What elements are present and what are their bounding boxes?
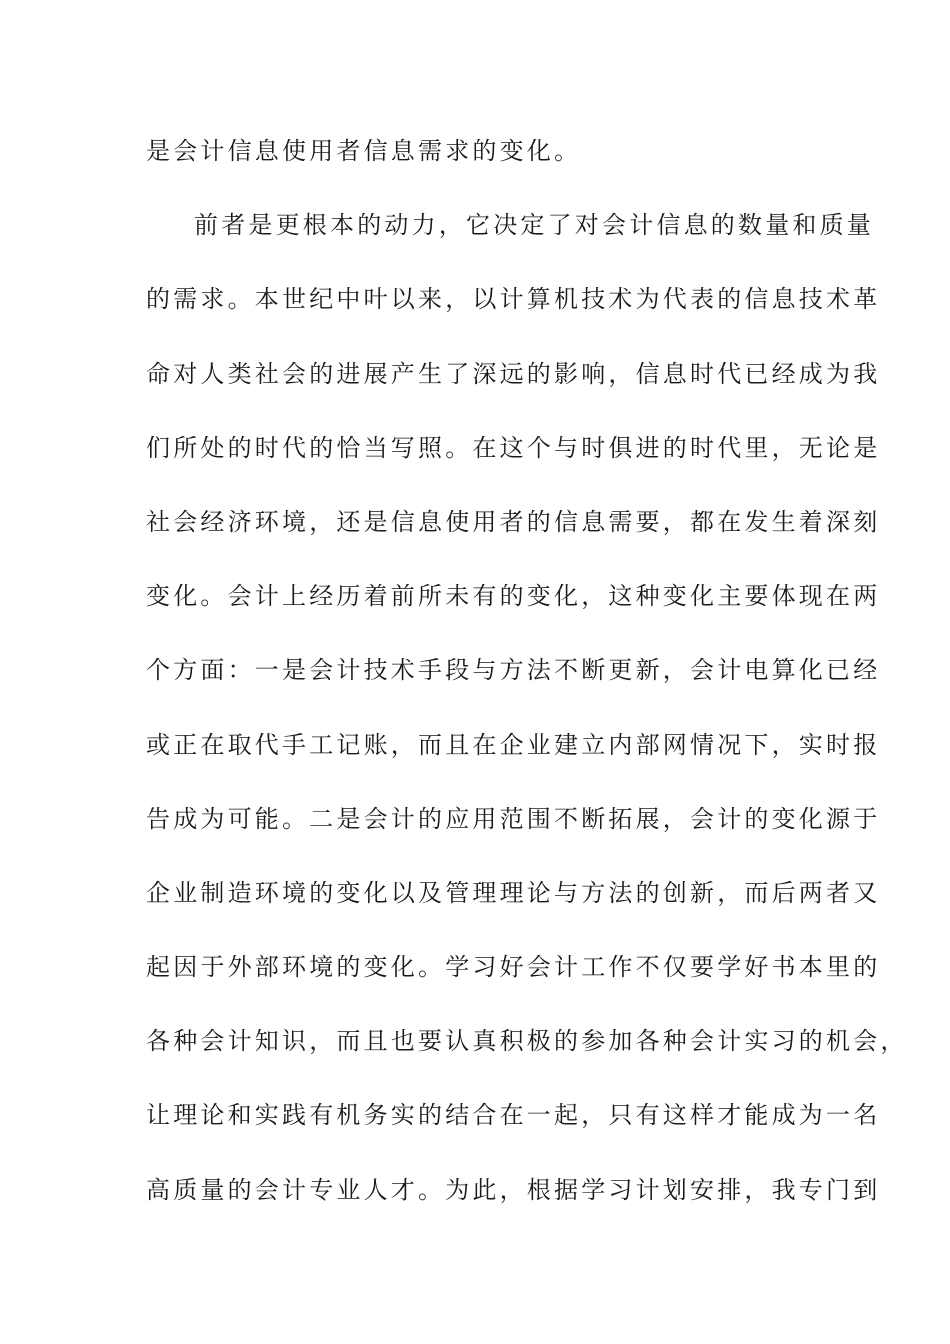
text-line-2: 前者是更根本的动力，它决定了对会计信息的数量和质量	[194, 211, 874, 240]
text-line-9: 或正在取代手工记账，而且在企业建立内部网情况下，实时报	[146, 730, 881, 759]
text-line-15: 高质量的会计专业人才。为此，根据学习计划安排，我专门到	[146, 1175, 881, 1204]
text-line-5: 们所处的时代的恰当写照。在这个与时俱进的时代里，无论是	[146, 433, 881, 462]
document-body	[146, 129, 908, 1242]
text-line-4: 命对人类社会的进展产生了深远的影响，信息时代已经成为我	[146, 359, 881, 388]
text-line-10: 告成为可能。二是会计的应用范围不断拓展，会计的变化源于	[146, 804, 881, 833]
text-line-6: 社会经济环境，还是信息使用者的信息需要，都在发生着深刻	[146, 507, 881, 536]
text-line-11: 企业制造环境的变化以及管理理论与方法的创新，而后两者又	[146, 878, 881, 907]
text-line-3: 的需求。本世纪中叶以来，以计算机技术为代表的信息技术革	[146, 285, 881, 314]
text-line-13: 各种会计知识，而且也要认真积极的参加各种会计实习的机会，	[146, 1027, 908, 1056]
text-line-7: 变化。会计上经历着前所未有的变化，这种变化主要体现在两	[146, 582, 881, 611]
text-line-1: 是会计信息使用者信息需求的变化。	[146, 137, 582, 165]
text-line-8: 个方面：一是会计技术手段与方法不断更新，会计电算化已经	[146, 656, 881, 685]
text-line-14: 让理论和实践有机务实的结合在一起，只有这样才能成为一名	[146, 1101, 881, 1130]
text-line-12: 起因于外部环境的变化。学习好会计工作不仅要学好书本里的	[146, 953, 881, 982]
